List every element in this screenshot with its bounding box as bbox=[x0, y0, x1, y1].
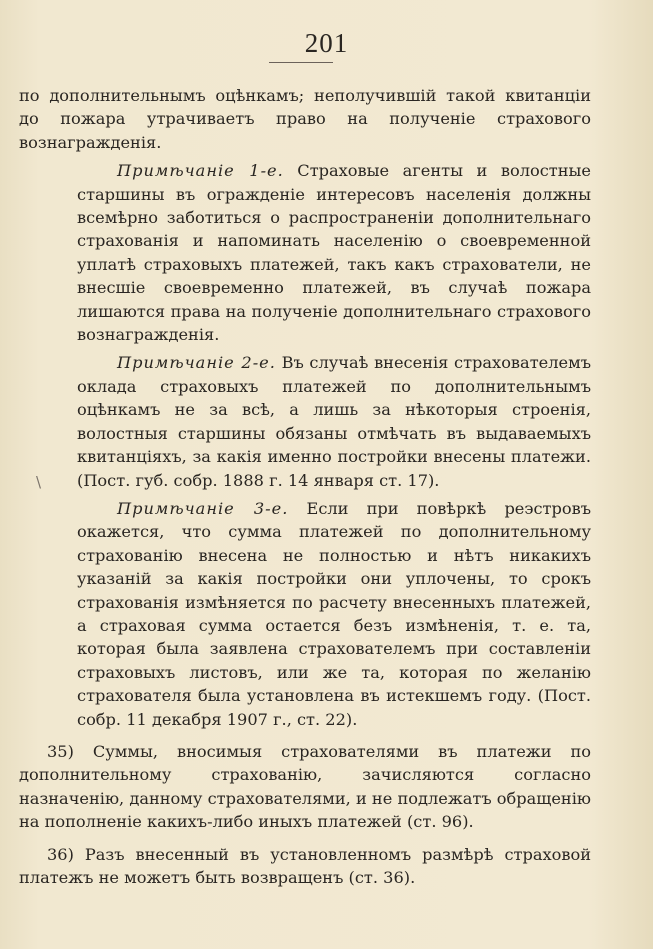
note-3-heading: Примѣчаніе 3-е. bbox=[117, 498, 289, 518]
margin-mark: \ bbox=[36, 473, 42, 491]
article-36: 36) Разъ внесенный въ установленномъ размѣрѣ страховой платежъ не можетъ быть возвращенъ (ст. 36). bbox=[19, 844, 591, 887]
note-3-text: Если при повѣркѣ реэстровъ окажется, что сумма платежей по дополнительному страхованію внесена не полностью и нѣтъ никакихъ указаній за какія постройки они уплочены, то срокъ страхованія измѣняется по расчету внесенныхъ платежей, а страховая сумма остается безъ измѣненія, т. е. та, которая была заявлена страхователемъ при составленіи страховыхъ листовъ, или же та, которая по желанію страхователя была установлена въ истекшемъ году. (Пост. собр. 11 декабря 1907 г., ст. 22). bbox=[77, 498, 591, 729]
paragraph-continuation: по дополнительнымъ оцѣнкамъ; неполучившій такой квитанціи до пожара утрачиваетъ право на полученіе страхового вознагражденія. bbox=[19, 86, 591, 152]
note-3 bbox=[77, 497, 591, 731]
note-1 bbox=[77, 159, 591, 346]
note-2-text: Въ случаѣ внесенія страхователемъ оклада страховыхъ платежей по дополнительнымъ оцѣнкамъ не за всѣ, а лишь за нѣкоторыя строенія, волостныя старшины обязаны отмѣчать въ выдаваемыхъ квитанціяхъ, за какія именно постройки внесены платежи. (Пост. губ. собр. 1888 г. 14 января ст. 17). bbox=[77, 353, 591, 490]
page-body bbox=[19, 84, 591, 889]
note-1-text: Страховые агенты и волостные старшины въ огражденіе интересовъ населенія должны всемѣрно заботиться о распространеніи дополнительнаго страхованія и напоминать населенію о своевременной уплатѣ страховыхъ платежей, такъ какъ страхователи, не внесшіе своевременно платежей, въ случаѣ пожара лишаются права на полученіе дополнительнаго страхового вознагражденія. bbox=[77, 161, 591, 345]
article-35: 35) Суммы, вносимыя страхователями въ платежи по дополнительному страхованію, зачисляются согласно назначенію, данному страхователями, и не подлежатъ обращенію на пополненіе какихъ-либо иныхъ платежей (ст. 96). bbox=[19, 741, 591, 832]
note-2-heading: Примѣчаніе 2-е. bbox=[117, 353, 276, 373]
page-number: 201 bbox=[304, 28, 349, 58]
note-2 bbox=[77, 351, 591, 491]
note-1-heading: Примѣчаніе 1-е. bbox=[117, 161, 284, 181]
page-number-rule bbox=[269, 62, 333, 63]
